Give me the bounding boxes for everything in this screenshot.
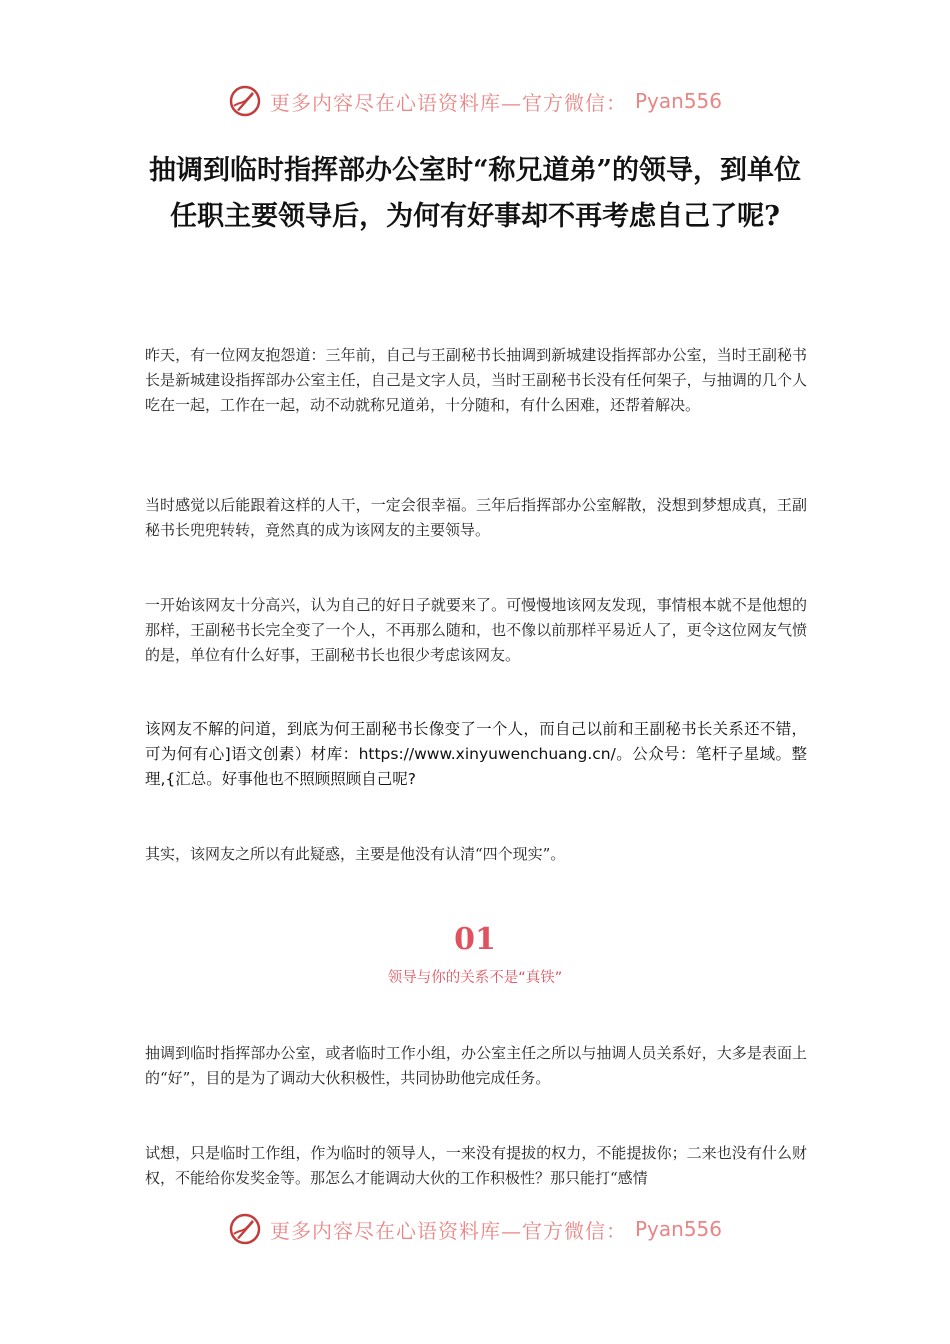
- paragraph-2: 当时感觉以后能跟着这样的人干，一定会很幸福。三年后指挥部办公室解散，没想到梦想成真，王副秘书长兜兜转转，竟然真的成为该网友的主要领导。: [145, 496, 807, 539]
- section-paragraph-2: 试想，只是临时工作组，作为临时的领导人，一来没有提拔的权力，不能提拔你；二来也没有什么财权，不能给你发奖金等。那怎么才能调动大伙的工作积极性？那只能打“感情: [145, 1144, 807, 1187]
- paragraph-4: 该网友不解的问道，到底为何王副秘书长像变了一个人，而自己以前和王副秘书长关系还不错，可为何有心]语文创素）材库：https://www.xinyuwenchuang.cn/。公众号：笔杆子星域。整理,{汇总。好事他也不照顾照顾自己呢?: [145, 720, 807, 788]
- footer-banner: [0, 1212, 950, 1246]
- banner-text: 更多内容尽在心语资料库—官方微信：: [269, 90, 627, 115]
- paragraph-3: 一开始该网友十分高兴，认为自己的好日子就要来了。可慢慢地该网友发现，事情根本就不是他想的那样，王副秘书长完全变了一个人，不再那么随和，也不像以前那样平易近人了，更令这位网友气愤的是，单位有什么好事，王副秘书长也很少考虑该网友。: [145, 596, 807, 664]
- banner-wechat-id: Pyan556: [634, 1217, 722, 1241]
- quill-logo-icon: [228, 84, 262, 118]
- section-number: 01: [454, 922, 496, 957]
- section-heading: 领导与你的关系不是“真铁”: [387, 970, 563, 986]
- section-paragraph-1: 抽调到临时指挥部办公室，或者临时工作小组，办公室主任之所以与抽调人员关系好，大多是表面上的“好”，目的是为了调动大伙积极性，共同协助他完成任务。: [145, 1044, 807, 1087]
- quill-logo-icon: [228, 1212, 262, 1246]
- banner-wechat-id: Pyan556: [634, 89, 722, 113]
- paragraph-5: 其实，该网友之所以有此疑惑，主要是他没有认清“四个现实”。: [145, 845, 566, 863]
- banner-text: 更多内容尽在心语资料库—官方微信：: [269, 1218, 627, 1243]
- paragraph-1: 昨天，有一位网友抱怨道：三年前，自己与王副秘书长抽调到新城建设指挥部办公室，当时王副秘书长是新城建设指挥部办公室主任，自己是文字人员，当时王副秘书长没有任何架子，与抽调的几个人吃在一起，工作在一起，动不动就称兄道弟，十分随和，有什么困难，还帮着解决。: [145, 346, 807, 414]
- article-title: 抽调到临时指挥部办公室时“称兄道弟”的领导，到单位任职主要领导后，为何有好事却不再考虑自己了呢?: [148, 155, 802, 232]
- header-banner: [0, 84, 950, 118]
